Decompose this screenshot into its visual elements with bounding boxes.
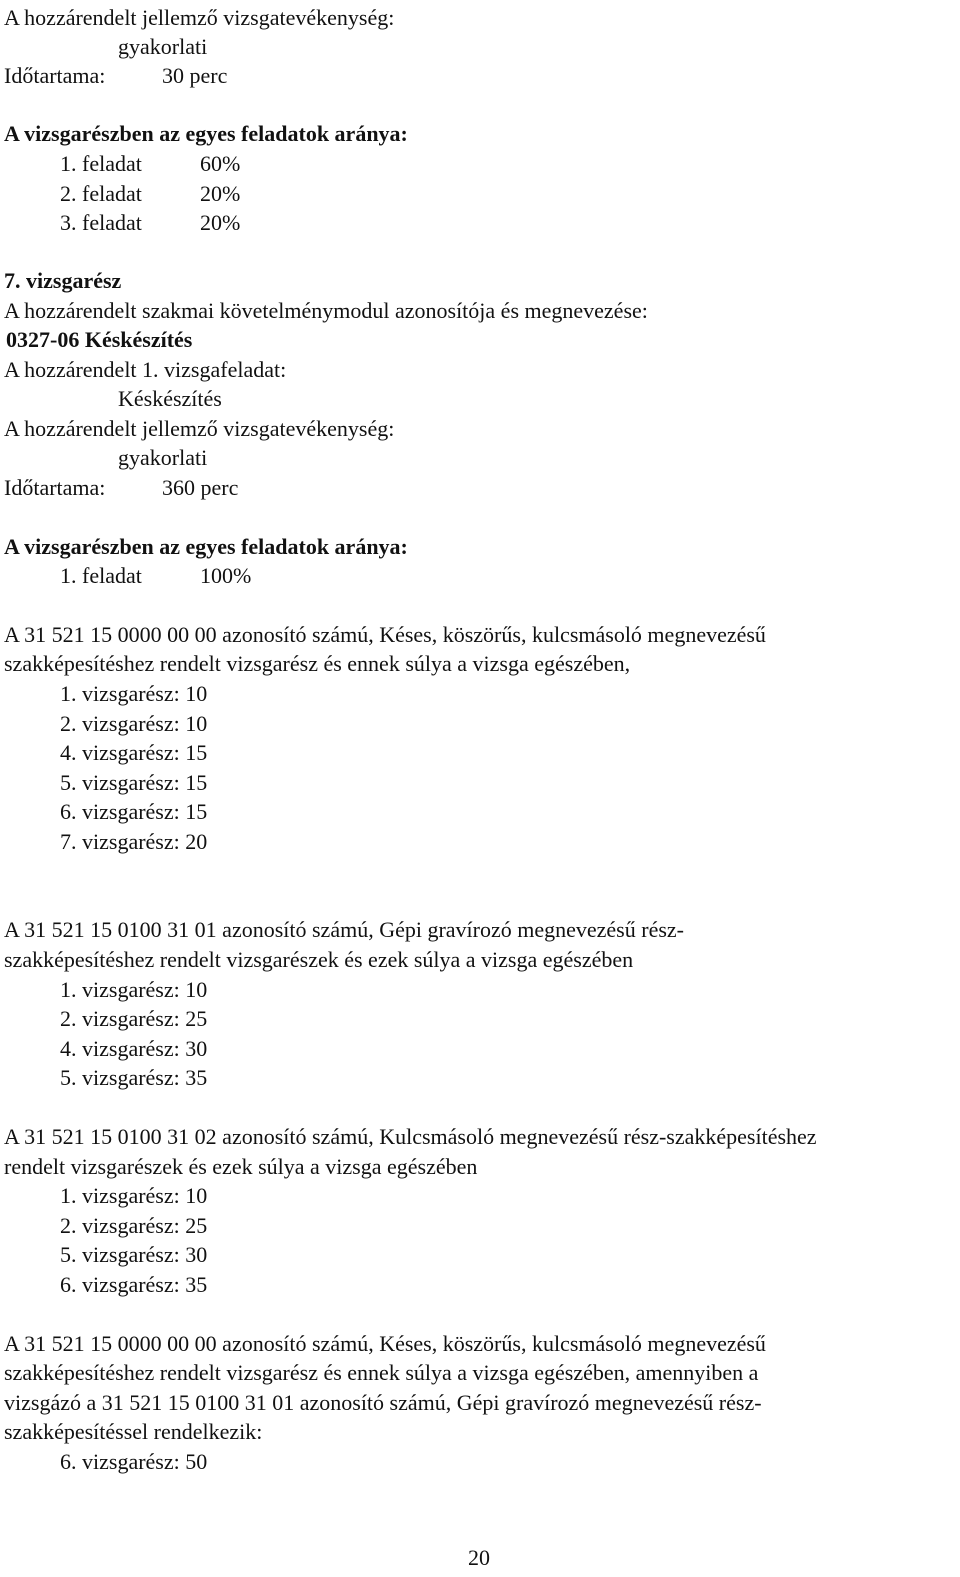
weight-item: 1. vizsgarész: 10: [60, 681, 208, 706]
weights-intro-line: A 31 521 15 0100 31 02 azonosító számú, Kulcsmásoló megnevezésű rész-szakképesítéshez: [4, 1124, 817, 1149]
task-name: 2. feladat: [60, 181, 142, 206]
module-value: 0327-06 Késkészítés: [6, 327, 193, 352]
weights-intro-line: A 31 521 15 0000 00 00 azonosító számú, Késes, köszörűs, kulcsmásoló megnevezésű: [4, 1331, 766, 1356]
weight-item: 6. vizsgarész: 50: [60, 1449, 208, 1474]
task-pct: 20%: [200, 210, 241, 235]
task-value: Késkészítés: [118, 386, 222, 411]
task-name: 1. feladat: [60, 563, 142, 588]
weights-intro-line: A 31 521 15 0000 00 00 azonosító számú, Késes, köszörűs, kulcsmásoló megnevezésű: [4, 622, 766, 647]
weights-intro-line: rendelt vizsgarészek és ezek súlya a vizsga egészében: [4, 1154, 478, 1179]
section-title: 7. vizsgarész: [4, 268, 122, 293]
weights-intro-line: A 31 521 15 0100 31 01 azonosító számú, Gépi gravírozó megnevezésű rész-: [4, 917, 684, 942]
page-number: 20: [468, 1545, 490, 1570]
activity-label: A hozzárendelt jellemző vizsgatevékenység:: [4, 5, 395, 30]
weight-item: 6. vizsgarész: 15: [60, 799, 208, 824]
weight-item: 6. vizsgarész: 35: [60, 1272, 208, 1297]
activity-label: A hozzárendelt jellemző vizsgatevékenység:: [4, 416, 395, 441]
weight-item: 5. vizsgarész: 15: [60, 770, 208, 795]
weight-item: 5. vizsgarész: 35: [60, 1065, 208, 1090]
task-name: 1. feladat: [60, 151, 142, 176]
duration-value: 360 perc: [162, 475, 239, 500]
duration-label: Időtartama:: [4, 63, 106, 88]
task-label: A hozzárendelt 1. vizsgafeladat:: [4, 357, 287, 382]
weights-intro-line: szakképesítéshez rendelt vizsgarész és ennek súlya a vizsga egészében, amennyiben a: [4, 1360, 759, 1385]
task-pct: 60%: [200, 151, 241, 176]
activity-value: gyakorlati: [118, 445, 208, 470]
duration-label: Időtartama:: [4, 475, 106, 500]
weight-item: 5. vizsgarész: 30: [60, 1242, 208, 1267]
weights-intro-line: szakképesítéshez rendelt vizsgarészek és ezek súlya a vizsga egészében: [4, 947, 634, 972]
weight-item: 2. vizsgarész: 25: [60, 1006, 208, 1031]
ratio-heading: A vizsgarészben az egyes feladatok aránya:: [4, 534, 408, 559]
task-pct: 100%: [200, 563, 252, 588]
weight-item: 1. vizsgarész: 10: [60, 1183, 208, 1208]
task-pct: 20%: [200, 181, 241, 206]
weights-intro-line: vizsgázó a 31 521 15 0100 31 01 azonosító számú, Gépi gravírozó megnevezésű rész-: [4, 1390, 762, 1415]
weight-item: 4. vizsgarész: 15: [60, 740, 208, 765]
weight-item: 1. vizsgarész: 10: [60, 977, 208, 1002]
weight-item: 7. vizsgarész: 20: [60, 829, 208, 854]
weights-intro-line: szakképesítéssel rendelkezik:: [4, 1419, 263, 1444]
weights-intro-line: szakképesítéshez rendelt vizsgarész és ennek súlya a vizsga egészében,: [4, 651, 631, 676]
duration-value: 30 perc: [162, 63, 228, 88]
weight-item: 2. vizsgarész: 10: [60, 711, 208, 736]
module-label: A hozzárendelt szakmai követelménymodul azonosítója és megnevezése:: [4, 298, 648, 323]
weight-item: 4. vizsgarész: 30: [60, 1036, 208, 1061]
ratio-heading: A vizsgarészben az egyes feladatok aránya:: [4, 121, 408, 146]
task-name: 3. feladat: [60, 210, 142, 235]
weight-item: 2. vizsgarész: 25: [60, 1213, 208, 1238]
activity-value: gyakorlati: [118, 34, 208, 59]
